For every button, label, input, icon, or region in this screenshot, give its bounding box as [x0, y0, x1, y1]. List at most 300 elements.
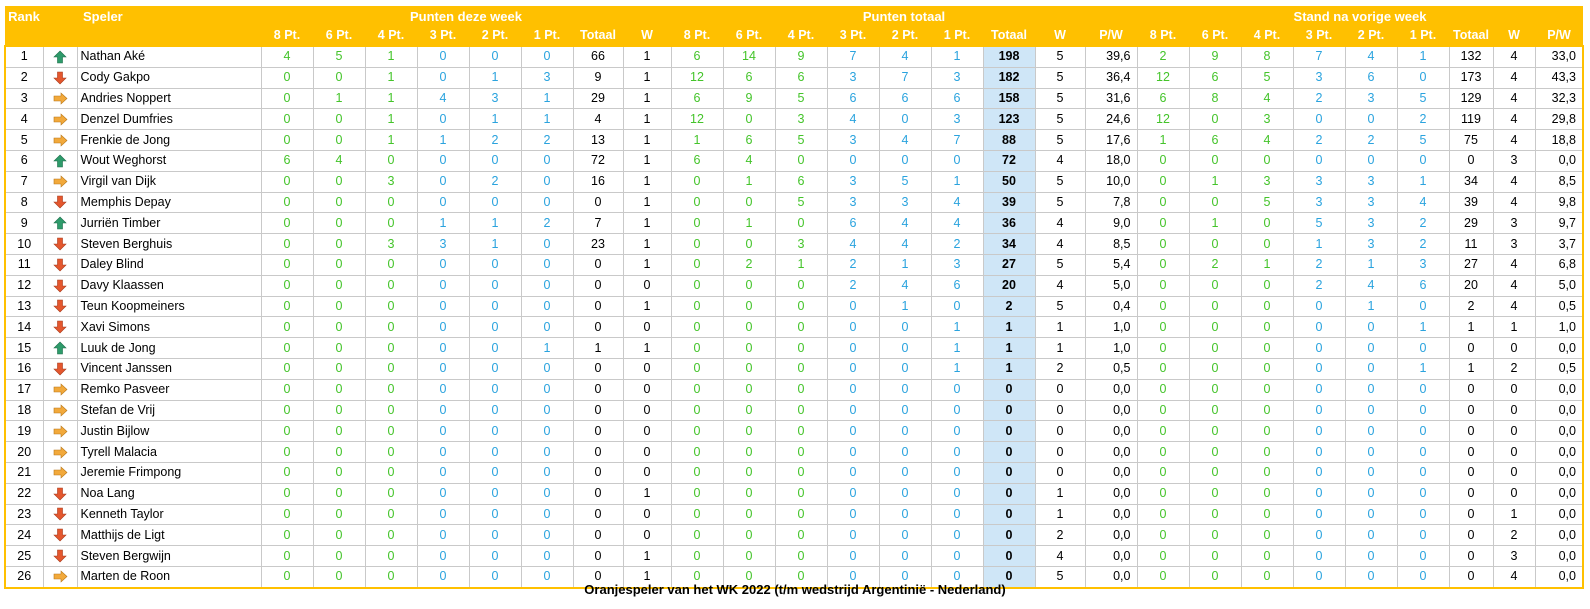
totaal-cell-5: 0 — [931, 546, 983, 567]
totaal-cell-4: 0 — [879, 546, 931, 567]
vorige-cell-2: 5 — [1241, 67, 1293, 88]
totaal-cell-6: 0 — [983, 483, 1035, 504]
rank-cell: 2 — [5, 67, 43, 88]
vorige-cell-3: 2 — [1293, 254, 1345, 275]
totaal-cell-1: 2 — [723, 254, 775, 275]
vorige-cell-3: 0 — [1293, 317, 1345, 338]
totaal-cell-1: 0 — [723, 462, 775, 483]
vorige-cell-6: 0 — [1449, 504, 1493, 525]
header-speler: Speler — [77, 6, 261, 26]
vorige-cell-5: 0 — [1397, 67, 1449, 88]
subheader-week-5: 1 Pt. — [521, 26, 573, 46]
totaal-cell-1: 0 — [723, 525, 775, 546]
vorige-cell-4: 0 — [1345, 546, 1397, 567]
table-row — [5, 504, 1583, 525]
vorige-cell-7: 0 — [1493, 483, 1535, 504]
arrow-down-icon — [53, 71, 67, 85]
totaal-cell-3: 0 — [827, 421, 879, 442]
table-row — [5, 317, 1583, 338]
totaal-cell-6: 158 — [983, 88, 1035, 109]
vorige-cell-6: 2 — [1449, 296, 1493, 317]
week-cell-1: 0 — [313, 566, 365, 587]
vorige-cell-8: 32,3 — [1535, 88, 1583, 109]
week-cell-5: 0 — [521, 46, 573, 67]
totaal-cell-4: 4 — [879, 130, 931, 151]
vorige-cell-6: 0 — [1449, 150, 1493, 171]
week-cell-4: 0 — [469, 317, 521, 338]
totaal-cell-1: 0 — [723, 296, 775, 317]
totaal-cell-0: 6 — [671, 150, 723, 171]
rank-cell: 1 — [5, 46, 43, 67]
player-name: Cody Gakpo — [77, 67, 261, 88]
vorige-cell-4: 0 — [1345, 421, 1397, 442]
vorige-cell-2: 0 — [1241, 358, 1293, 379]
vorige-cell-3: 2 — [1293, 275, 1345, 296]
vorige-cell-0: 12 — [1137, 67, 1189, 88]
vorige-cell-4: 1 — [1345, 296, 1397, 317]
week-cell-1: 0 — [313, 213, 365, 234]
totaal-cell-5: 0 — [931, 442, 983, 463]
vorige-cell-6: 0 — [1449, 379, 1493, 400]
trend-cell — [43, 358, 77, 379]
week-cell-0: 0 — [261, 171, 313, 192]
trend-cell — [43, 192, 77, 213]
totaal-cell-7: 4 — [1035, 546, 1085, 567]
totaal-cell-7: 4 — [1035, 150, 1085, 171]
vorige-cell-0: 0 — [1137, 546, 1189, 567]
week-cell-2: 0 — [365, 192, 417, 213]
totaal-cell-2: 6 — [775, 171, 827, 192]
week-cell-4: 0 — [469, 338, 521, 359]
arrow-up-icon — [53, 216, 67, 230]
vorige-cell-4: 0 — [1345, 442, 1397, 463]
week-cell-7: 1 — [623, 483, 671, 504]
totaal-cell-0: 0 — [671, 317, 723, 338]
totaal-cell-7: 5 — [1035, 171, 1085, 192]
week-cell-6: 4 — [573, 109, 623, 130]
week-cell-0: 0 — [261, 566, 313, 587]
trend-cell — [43, 88, 77, 109]
player-name: Marten de Roon — [77, 566, 261, 587]
week-cell-5: 0 — [521, 296, 573, 317]
totaal-cell-0: 1 — [671, 130, 723, 151]
totaal-cell-0: 0 — [671, 254, 723, 275]
week-cell-3: 0 — [417, 379, 469, 400]
vorige-cell-3: 3 — [1293, 171, 1345, 192]
week-cell-1: 5 — [313, 46, 365, 67]
totaal-cell-4: 0 — [879, 109, 931, 130]
week-cell-7: 1 — [623, 67, 671, 88]
subheader-vorige-5: 1 Pt. — [1397, 26, 1449, 46]
week-cell-4: 0 — [469, 358, 521, 379]
arrow-right-icon — [53, 446, 68, 459]
week-cell-3: 0 — [417, 67, 469, 88]
totaal-cell-5: 0 — [931, 566, 983, 587]
totaal-cell-6: 0 — [983, 400, 1035, 421]
player-name: Teun Koopmeiners — [77, 296, 261, 317]
vorige-cell-6: 34 — [1449, 171, 1493, 192]
trend-cell — [43, 171, 77, 192]
totaal-cell-0: 0 — [671, 462, 723, 483]
week-cell-6: 0 — [573, 400, 623, 421]
vorige-cell-8: 0,0 — [1535, 379, 1583, 400]
totaal-cell-0: 0 — [671, 213, 723, 234]
week-cell-1: 4 — [313, 150, 365, 171]
week-cell-3: 0 — [417, 254, 469, 275]
week-cell-1: 1 — [313, 88, 365, 109]
vorige-cell-7: 4 — [1493, 254, 1535, 275]
vorige-cell-2: 0 — [1241, 338, 1293, 359]
week-cell-5: 0 — [521, 462, 573, 483]
table-row — [5, 171, 1583, 192]
vorige-cell-6: 0 — [1449, 566, 1493, 587]
week-cell-4: 1 — [469, 67, 521, 88]
totaal-cell-4: 4 — [879, 275, 931, 296]
vorige-cell-4: 0 — [1345, 525, 1397, 546]
vorige-cell-8: 9,8 — [1535, 192, 1583, 213]
week-cell-3: 4 — [417, 88, 469, 109]
week-cell-6: 0 — [573, 296, 623, 317]
totaal-cell-2: 1 — [775, 254, 827, 275]
totaal-cell-6: 72 — [983, 150, 1035, 171]
totaal-cell-2: 0 — [775, 213, 827, 234]
subheader-vorige-3: 3 Pt. — [1293, 26, 1345, 46]
totaal-cell-5: 0 — [931, 379, 983, 400]
week-cell-6: 16 — [573, 171, 623, 192]
week-cell-0: 0 — [261, 254, 313, 275]
week-cell-7: 1 — [623, 109, 671, 130]
totaal-cell-4: 0 — [879, 462, 931, 483]
vorige-cell-5: 0 — [1397, 150, 1449, 171]
arrow-right-icon — [53, 425, 68, 438]
totaal-cell-7: 2 — [1035, 358, 1085, 379]
totaal-cell-4: 4 — [879, 46, 931, 67]
vorige-cell-4: 0 — [1345, 317, 1397, 338]
arrow-up-icon — [53, 50, 67, 64]
vorige-cell-4: 3 — [1345, 171, 1397, 192]
player-name: Denzel Dumfries — [77, 109, 261, 130]
totaal-cell-3: 6 — [827, 213, 879, 234]
vorige-cell-0: 0 — [1137, 566, 1189, 587]
vorige-cell-3: 0 — [1293, 504, 1345, 525]
week-cell-4: 0 — [469, 46, 521, 67]
week-cell-0: 0 — [261, 275, 313, 296]
vorige-cell-0: 0 — [1137, 483, 1189, 504]
totaal-cell-3: 3 — [827, 192, 879, 213]
vorige-cell-8: 0,0 — [1535, 338, 1583, 359]
week-cell-2: 0 — [365, 546, 417, 567]
trend-cell — [43, 400, 77, 421]
week-cell-2: 0 — [365, 504, 417, 525]
vorige-cell-3: 0 — [1293, 296, 1345, 317]
vorige-cell-1: 8 — [1189, 88, 1241, 109]
totaal-cell-7: 5 — [1035, 46, 1085, 67]
vorige-cell-7: 4 — [1493, 171, 1535, 192]
week-cell-4: 3 — [469, 88, 521, 109]
totaal-cell-7: 4 — [1035, 213, 1085, 234]
totaal-cell-0: 0 — [671, 275, 723, 296]
vorige-cell-1: 0 — [1189, 358, 1241, 379]
rank-cell: 20 — [5, 442, 43, 463]
week-cell-1: 0 — [313, 400, 365, 421]
arrow-right-icon — [53, 466, 68, 479]
subheader-totaal-5: 1 Pt. — [931, 26, 983, 46]
vorige-cell-0: 0 — [1137, 192, 1189, 213]
vorige-cell-2: 0 — [1241, 213, 1293, 234]
vorige-cell-5: 3 — [1397, 254, 1449, 275]
totaal-cell-1: 14 — [723, 46, 775, 67]
week-cell-7: 1 — [623, 546, 671, 567]
week-cell-4: 0 — [469, 400, 521, 421]
vorige-cell-5: 1 — [1397, 317, 1449, 338]
table-row — [5, 130, 1583, 151]
subheader-totaal-0: 8 Pt. — [671, 26, 723, 46]
vorige-cell-3: 3 — [1293, 192, 1345, 213]
week-cell-3: 0 — [417, 546, 469, 567]
vorige-cell-4: 0 — [1345, 462, 1397, 483]
week-cell-6: 1 — [573, 338, 623, 359]
totaal-cell-5: 2 — [931, 234, 983, 255]
week-cell-6: 0 — [573, 442, 623, 463]
subheader-totaal-1: 6 Pt. — [723, 26, 775, 46]
vorige-cell-7: 3 — [1493, 234, 1535, 255]
subheader-totaal-2: 4 Pt. — [775, 26, 827, 46]
week-cell-7: 1 — [623, 171, 671, 192]
totaal-cell-6: 0 — [983, 379, 1035, 400]
vorige-cell-1: 0 — [1189, 483, 1241, 504]
totaal-cell-1: 6 — [723, 130, 775, 151]
totaal-cell-7: 5 — [1035, 130, 1085, 151]
totaal-cell-3: 2 — [827, 275, 879, 296]
totaal-cell-4: 0 — [879, 400, 931, 421]
week-cell-5: 0 — [521, 150, 573, 171]
rank-cell: 17 — [5, 379, 43, 400]
totaal-cell-4: 4 — [879, 213, 931, 234]
week-cell-1: 0 — [313, 67, 365, 88]
vorige-cell-0: 2 — [1137, 46, 1189, 67]
week-cell-0: 0 — [261, 442, 313, 463]
vorige-cell-8: 29,8 — [1535, 109, 1583, 130]
totaal-cell-1: 0 — [723, 483, 775, 504]
player-name: Kenneth Taylor — [77, 504, 261, 525]
vorige-cell-0: 12 — [1137, 109, 1189, 130]
week-cell-3: 0 — [417, 421, 469, 442]
vorige-cell-5: 0 — [1397, 421, 1449, 442]
week-cell-4: 0 — [469, 546, 521, 567]
vorige-cell-0: 0 — [1137, 171, 1189, 192]
totaal-cell-0: 0 — [671, 566, 723, 587]
week-cell-7: 1 — [623, 192, 671, 213]
week-cell-2: 0 — [365, 421, 417, 442]
vorige-cell-5: 0 — [1397, 566, 1449, 587]
totaal-cell-8: 1,0 — [1085, 317, 1137, 338]
totaal-cell-8: 0,0 — [1085, 546, 1137, 567]
week-cell-7: 1 — [623, 234, 671, 255]
rank-cell: 14 — [5, 317, 43, 338]
vorige-cell-7: 3 — [1493, 150, 1535, 171]
totaal-cell-3: 0 — [827, 400, 879, 421]
vorige-cell-4: 0 — [1345, 504, 1397, 525]
week-cell-2: 0 — [365, 275, 417, 296]
week-cell-0: 0 — [261, 483, 313, 504]
week-cell-4: 0 — [469, 421, 521, 442]
week-cell-1: 0 — [313, 234, 365, 255]
totaal-cell-0: 12 — [671, 67, 723, 88]
table-row — [5, 296, 1583, 317]
player-name: Steven Bergwijn — [77, 546, 261, 567]
totaal-cell-7: 1 — [1035, 504, 1085, 525]
totaal-cell-3: 3 — [827, 67, 879, 88]
subheader-vorige-2: 4 Pt. — [1241, 26, 1293, 46]
totaal-cell-1: 0 — [723, 379, 775, 400]
vorige-cell-3: 0 — [1293, 338, 1345, 359]
week-cell-1: 0 — [313, 546, 365, 567]
header-group-vorige: Stand na vorige week — [1137, 6, 1583, 26]
totaal-cell-4: 0 — [879, 483, 931, 504]
vorige-cell-6: 0 — [1449, 546, 1493, 567]
week-cell-5: 0 — [521, 379, 573, 400]
table-row — [5, 109, 1583, 130]
week-cell-2: 0 — [365, 400, 417, 421]
week-cell-2: 0 — [365, 213, 417, 234]
week-cell-7: 1 — [623, 254, 671, 275]
vorige-cell-7: 3 — [1493, 546, 1535, 567]
trend-cell — [43, 213, 77, 234]
vorige-cell-5: 4 — [1397, 192, 1449, 213]
vorige-cell-0: 0 — [1137, 317, 1189, 338]
totaal-cell-8: 17,6 — [1085, 130, 1137, 151]
vorige-cell-3: 2 — [1293, 130, 1345, 151]
week-cell-6: 0 — [573, 421, 623, 442]
totaal-cell-3: 4 — [827, 234, 879, 255]
table-row — [5, 525, 1583, 546]
totaal-cell-7: 5 — [1035, 67, 1085, 88]
arrow-down-icon — [53, 279, 67, 293]
player-name: Vincent Janssen — [77, 358, 261, 379]
week-cell-5: 0 — [521, 317, 573, 338]
totaal-cell-1: 0 — [723, 504, 775, 525]
week-cell-7: 1 — [623, 566, 671, 587]
totaal-cell-2: 5 — [775, 192, 827, 213]
totaal-cell-5: 1 — [931, 358, 983, 379]
totaal-cell-1: 0 — [723, 400, 775, 421]
week-cell-3: 0 — [417, 171, 469, 192]
vorige-cell-4: 1 — [1345, 254, 1397, 275]
week-cell-3: 1 — [417, 130, 469, 151]
week-cell-3: 0 — [417, 275, 469, 296]
player-name: Tyrell Malacia — [77, 442, 261, 463]
week-cell-7: 0 — [623, 525, 671, 546]
totaal-cell-2: 0 — [775, 379, 827, 400]
vorige-cell-8: 3,7 — [1535, 234, 1583, 255]
vorige-cell-1: 0 — [1189, 400, 1241, 421]
week-cell-4: 0 — [469, 525, 521, 546]
vorige-cell-0: 0 — [1137, 400, 1189, 421]
week-cell-6: 0 — [573, 546, 623, 567]
vorige-cell-2: 3 — [1241, 171, 1293, 192]
totaal-cell-3: 6 — [827, 88, 879, 109]
week-cell-1: 0 — [313, 442, 365, 463]
trend-cell — [43, 379, 77, 400]
trend-cell — [43, 525, 77, 546]
week-cell-4: 0 — [469, 296, 521, 317]
player-name: Jurriën Timber — [77, 213, 261, 234]
totaal-cell-3: 0 — [827, 150, 879, 171]
vorige-cell-1: 2 — [1189, 254, 1241, 275]
totaal-cell-2: 0 — [775, 442, 827, 463]
vorige-cell-1: 6 — [1189, 130, 1241, 151]
vorige-cell-7: 1 — [1493, 504, 1535, 525]
week-cell-0: 0 — [261, 379, 313, 400]
vorige-cell-3: 5 — [1293, 213, 1345, 234]
vorige-cell-2: 0 — [1241, 442, 1293, 463]
vorige-cell-1: 0 — [1189, 150, 1241, 171]
totaal-cell-1: 0 — [723, 338, 775, 359]
totaal-cell-8: 0,0 — [1085, 525, 1137, 546]
totaal-cell-5: 4 — [931, 192, 983, 213]
vorige-cell-6: 0 — [1449, 442, 1493, 463]
totaal-cell-3: 3 — [827, 171, 879, 192]
vorige-cell-3: 3 — [1293, 67, 1345, 88]
totaal-cell-4: 6 — [879, 88, 931, 109]
totaal-cell-6: 123 — [983, 109, 1035, 130]
week-cell-0: 0 — [261, 400, 313, 421]
arrow-down-icon — [53, 320, 67, 334]
rank-cell: 6 — [5, 150, 43, 171]
week-cell-4: 1 — [469, 109, 521, 130]
week-cell-4: 0 — [469, 483, 521, 504]
vorige-cell-5: 1 — [1397, 171, 1449, 192]
week-cell-3: 0 — [417, 296, 469, 317]
rank-cell: 24 — [5, 525, 43, 546]
vorige-cell-0: 0 — [1137, 379, 1189, 400]
totaal-cell-5: 0 — [931, 525, 983, 546]
week-cell-6: 0 — [573, 462, 623, 483]
totaal-cell-7: 0 — [1035, 400, 1085, 421]
week-cell-5: 0 — [521, 171, 573, 192]
vorige-cell-4: 0 — [1345, 566, 1397, 587]
totaal-cell-6: 27 — [983, 254, 1035, 275]
arrow-down-icon — [53, 299, 67, 313]
vorige-cell-0: 0 — [1137, 234, 1189, 255]
vorige-cell-7: 1 — [1493, 317, 1535, 338]
week-cell-3: 0 — [417, 150, 469, 171]
arrow-down-icon — [53, 362, 67, 376]
week-cell-2: 0 — [365, 442, 417, 463]
week-cell-0: 0 — [261, 462, 313, 483]
week-cell-1: 0 — [313, 504, 365, 525]
totaal-cell-2: 5 — [775, 88, 827, 109]
subheader-vorige-0: 8 Pt. — [1137, 26, 1189, 46]
week-cell-2: 0 — [365, 358, 417, 379]
standings-table-container — [4, 6, 1584, 589]
week-cell-2: 3 — [365, 234, 417, 255]
totaal-cell-1: 0 — [723, 566, 775, 587]
vorige-cell-0: 0 — [1137, 338, 1189, 359]
week-cell-3: 0 — [417, 109, 469, 130]
totaal-cell-0: 0 — [671, 379, 723, 400]
totaal-cell-2: 0 — [775, 525, 827, 546]
week-cell-2: 0 — [365, 566, 417, 587]
totaal-cell-7: 0 — [1035, 462, 1085, 483]
totaal-cell-5: 1 — [931, 338, 983, 359]
week-cell-7: 0 — [623, 421, 671, 442]
vorige-cell-2: 1 — [1241, 254, 1293, 275]
vorige-cell-7: 4 — [1493, 566, 1535, 587]
totaal-cell-1: 0 — [723, 421, 775, 442]
totaal-cell-6: 36 — [983, 213, 1035, 234]
totaal-cell-6: 1 — [983, 317, 1035, 338]
